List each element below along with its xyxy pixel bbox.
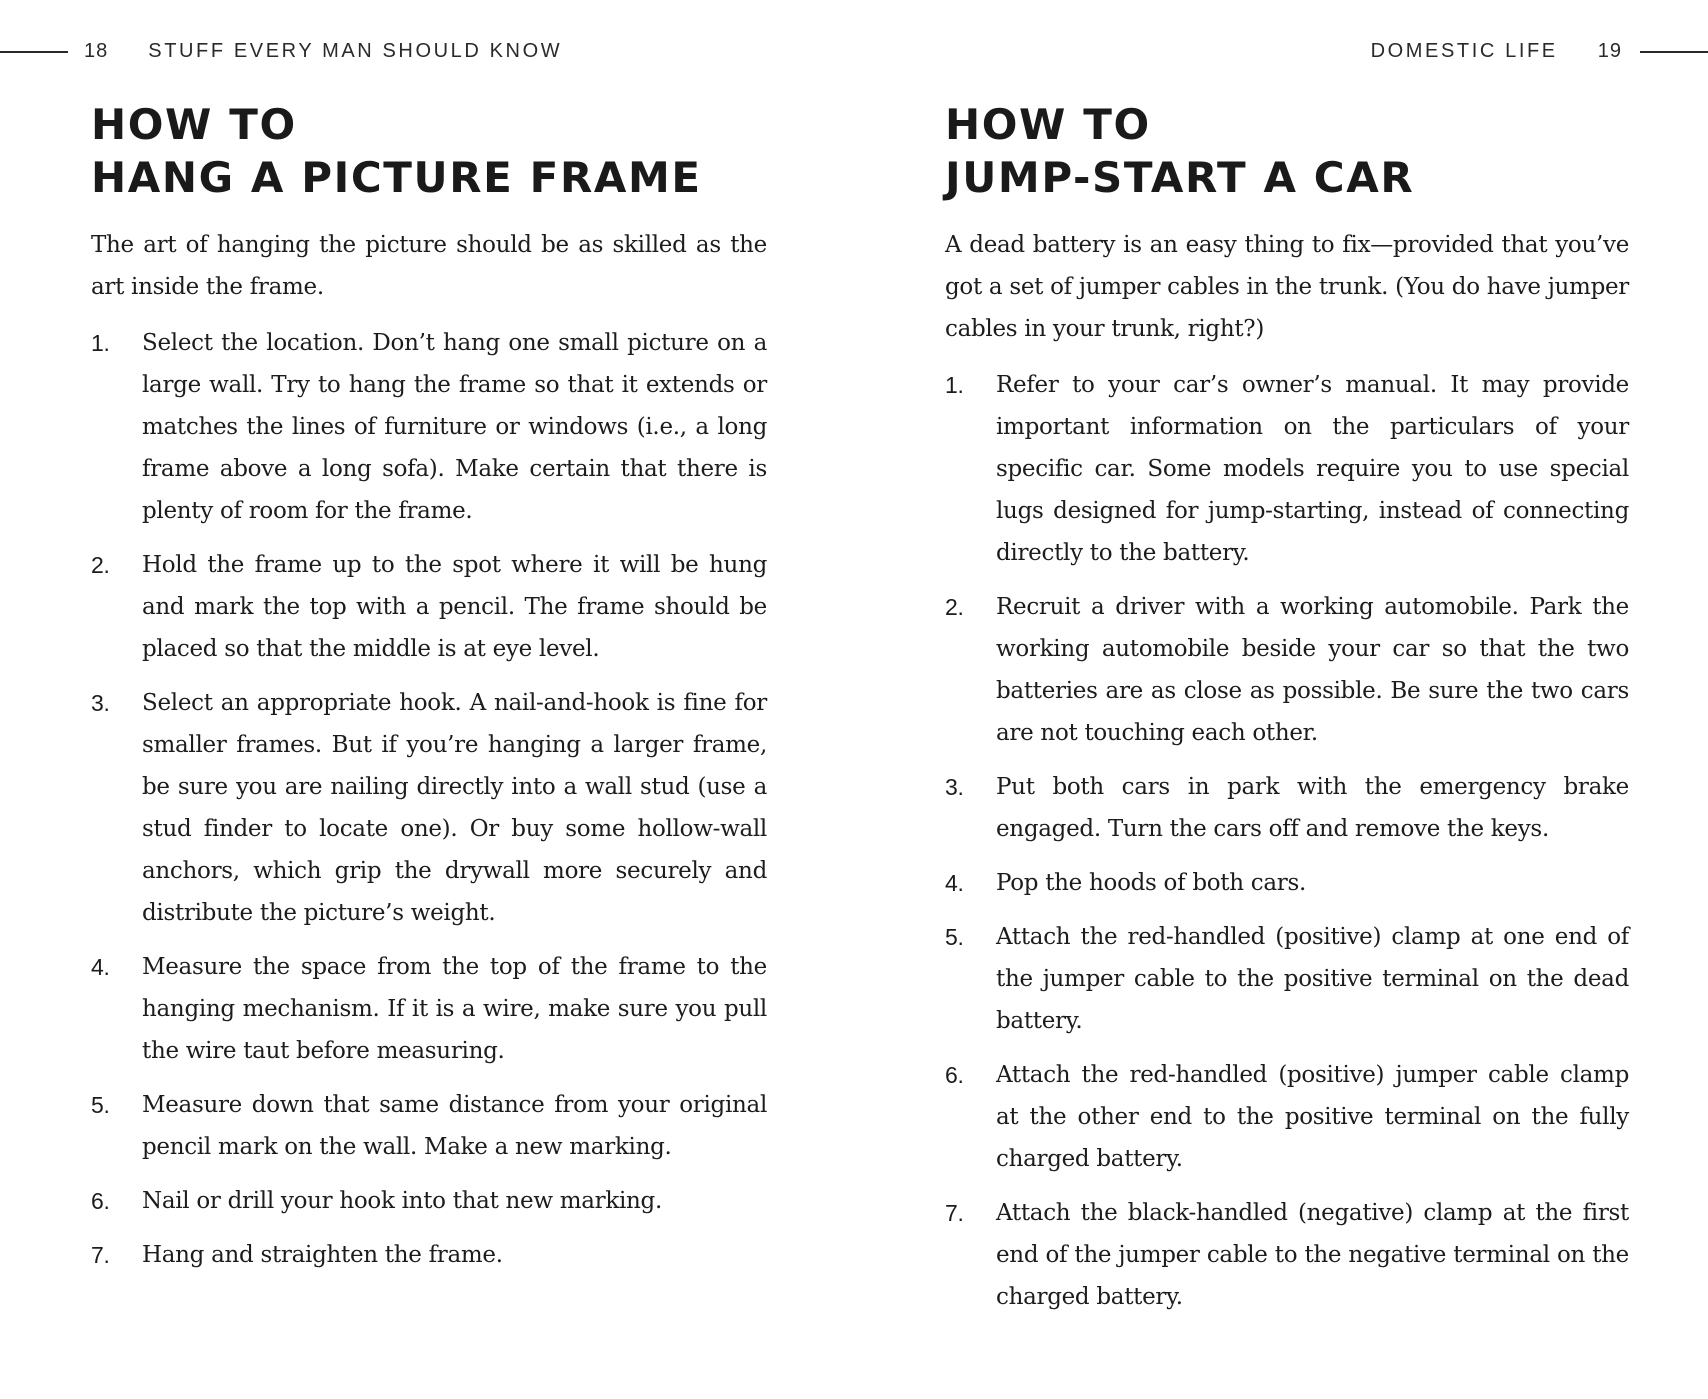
step-item bbox=[91, 946, 767, 1072]
step-number: 5. bbox=[945, 924, 964, 950]
step-number: 6. bbox=[91, 1188, 110, 1214]
running-head-title: STUFF EVERY MAN SHOULD KNOW bbox=[148, 40, 563, 62]
step-text: Hang and straighten the frame. bbox=[142, 1242, 503, 1268]
title-line-2: HANG A PICTURE FRAME bbox=[91, 153, 702, 202]
title-line-1: HOW TO bbox=[91, 100, 297, 149]
step-item bbox=[91, 1084, 767, 1168]
step-number: 3. bbox=[91, 690, 110, 716]
step-text: Select the location. Don’t hang one small picture on a large wall. Try to hang the frame so that it extends or matches the lines of furniture or windows (i.e., a long frame above a long sofa). Make certain that there is plenty of room for the frame. bbox=[142, 330, 767, 524]
step-item bbox=[945, 1192, 1629, 1318]
step-text: Attach the black-handled (negative) clamp at the first end of the jumper cable to the negative terminal on the charged battery. bbox=[996, 1200, 1629, 1310]
step-text: Attach the red-handled (positive) jumper cable clamp at the other end to the positive terminal on the fully charged battery. bbox=[996, 1062, 1629, 1172]
step-number: 4. bbox=[91, 954, 110, 980]
step-text: Recruit a driver with a working automobile. Park the working automobile beside your car so that the two batteries are as close as possible. Be sure the two cars are not touching each other. bbox=[996, 594, 1629, 746]
steps-list bbox=[91, 322, 767, 1276]
step-text: Refer to your car’s owner’s manual. It may provide important information on the particulars of your specific car. Some models require you to use special lugs designed for jump-starting, instead of connecting directly to the battery. bbox=[996, 372, 1629, 566]
step-item bbox=[91, 544, 767, 670]
article-intro: The art of hanging the picture should be as skilled as the art inside the frame. bbox=[91, 232, 767, 300]
step-text: Nail or drill your hook into that new marking. bbox=[142, 1188, 662, 1214]
step-number: 7. bbox=[945, 1200, 964, 1226]
step-number: 3. bbox=[945, 774, 964, 800]
step-text: Measure down that same distance from your original pencil mark on the wall. Make a new marking. bbox=[142, 1092, 767, 1160]
step-text: Put both cars in park with the emergency brake engaged. Turn the cars off and remove the keys. bbox=[996, 774, 1629, 842]
step-item bbox=[945, 586, 1629, 754]
left-running-head bbox=[0, 40, 562, 63]
right-page bbox=[854, 0, 1708, 1399]
step-item bbox=[945, 862, 1629, 904]
step-text: Measure the space from the top of the frame to the hanging mechanism. If it is a wire, make sure you pull the wire taut before measuring. bbox=[142, 954, 767, 1064]
step-item bbox=[945, 1054, 1629, 1180]
step-number: 7. bbox=[91, 1242, 110, 1268]
step-item bbox=[945, 364, 1629, 574]
running-head-title: DOMESTIC LIFE bbox=[1370, 40, 1558, 62]
step-text: Pop the hoods of both cars. bbox=[996, 870, 1306, 896]
steps-list bbox=[945, 364, 1629, 1318]
right-article bbox=[945, 98, 1629, 1330]
page-number: 18 bbox=[84, 40, 109, 62]
running-head-rule bbox=[0, 51, 68, 53]
step-item bbox=[91, 682, 767, 934]
right-running-head bbox=[1371, 40, 1708, 63]
left-article bbox=[91, 98, 767, 1288]
title-line-2: JUMP-START A CAR bbox=[945, 153, 1415, 202]
step-item bbox=[91, 322, 767, 532]
article-intro: A dead battery is an easy thing to fix—provided that you’ve got a set of jumper cables in the trunk. (You do have jumper cables in your trunk, right?) bbox=[945, 232, 1629, 342]
step-number: 2. bbox=[91, 552, 110, 578]
article-title bbox=[945, 98, 1629, 204]
step-item bbox=[91, 1234, 767, 1276]
title-line-1: HOW TO bbox=[945, 100, 1151, 149]
step-item bbox=[945, 766, 1629, 850]
page-number: 19 bbox=[1597, 40, 1622, 62]
article-title bbox=[91, 98, 767, 204]
step-number: 1. bbox=[91, 330, 110, 356]
step-item bbox=[945, 916, 1629, 1042]
step-number: 2. bbox=[945, 594, 964, 620]
step-item bbox=[91, 1180, 767, 1222]
step-text: Hold the frame up to the spot where it will be hung and mark the top with a pencil. The frame should be placed so that the middle is at eye level. bbox=[142, 552, 767, 662]
step-text: Select an appropriate hook. A nail-and-hook is fine for smaller frames. But if you’re hanging a larger frame, be sure you are nailing directly into a wall stud (use a stud finder to locate one). Or buy some hollow-wall anchors, which grip the drywall more securely and distribute the picture’s weight. bbox=[142, 690, 767, 926]
step-number: 6. bbox=[945, 1062, 964, 1088]
running-head-rule bbox=[1640, 51, 1708, 53]
step-number: 5. bbox=[91, 1092, 110, 1118]
step-text: Attach the red-handled (positive) clamp at one end of the jumper cable to the positive terminal on the dead battery. bbox=[996, 924, 1629, 1034]
step-number: 4. bbox=[945, 870, 964, 896]
step-number: 1. bbox=[945, 372, 964, 398]
